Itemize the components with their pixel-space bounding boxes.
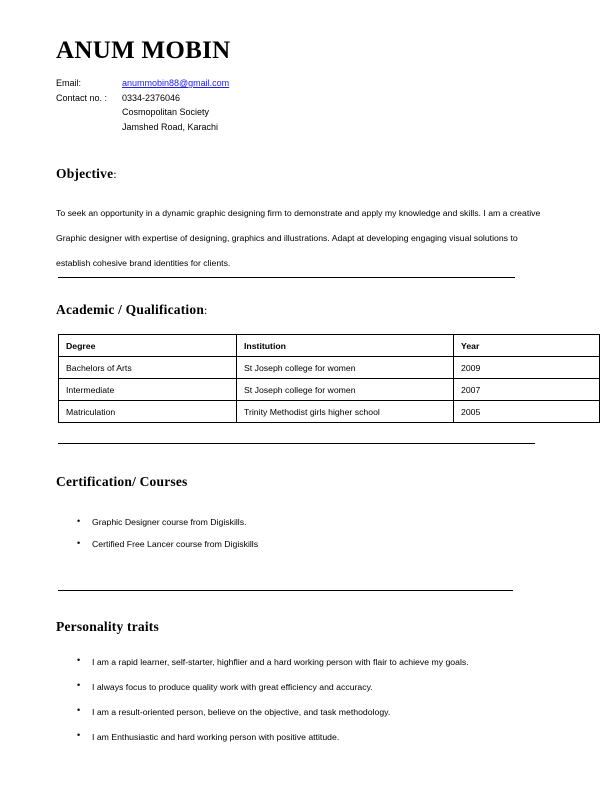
academic-heading-text: Academic / Qualification [56,302,205,317]
list-item-label: Graphic Designer course from Digiskills. [92,517,247,527]
divider-after-certification [58,590,513,591]
list-item [56,511,258,533]
table-cell-year: 2005 [454,401,600,423]
contact-row-address-1 [56,105,229,120]
certification-heading-text: Certification/ Courses [56,474,188,489]
contact-row-email [56,76,229,91]
section-heading-academic [56,303,208,317]
email-link[interactable]: anummobin88@gmail.com [122,78,230,88]
table-header-degree: Degree [59,335,237,357]
list-item [56,700,469,725]
list-item-label: I am Enthusiastic and hard working person with positive attitude. [92,732,340,742]
list-item [56,675,469,700]
table-cell-degree: Matriculation [59,401,237,423]
address-line-2: Jamshed Road, Karachi [122,121,219,132]
list-item-label: Certified Free Lancer course from Digiskills [92,539,259,549]
bullet-icon: • [77,655,81,665]
personality-heading-text: Personality traits [56,619,159,634]
education-table [58,334,600,423]
table-cell-year: 2007 [454,379,600,401]
section-heading-personality [56,620,159,634]
list-item [56,533,258,555]
table-cell-year: 2009 [454,357,600,379]
bullet-icon: • [77,730,81,740]
table-row [59,401,600,423]
table-cell-institution: St Joseph college for women [237,357,454,379]
contact-details [56,76,229,134]
certification-list [56,511,258,555]
table-row [59,379,600,401]
table-row [59,357,600,379]
academic-heading-colon: : [204,303,208,317]
list-item [56,650,469,675]
bullet-icon: • [77,538,81,548]
address-line-1: Cosmopolitan Society [122,107,210,117]
phone-label: Contact no. : [56,92,108,103]
list-item [56,725,469,750]
list-item-label: I am a result-oriented person, believe on the objective, and task methodology. [92,707,391,717]
divider-after-academic [58,443,535,444]
bullet-icon: • [77,516,81,526]
divider-after-objective [58,277,515,278]
list-item-label: I am a rapid learner, self-starter, highflier and a hard working person with flair to achieve my goals. [92,657,469,667]
bullet-icon: • [77,680,81,690]
list-item-label: I always focus to produce quality work with great efficiency and accuracy. [92,682,373,692]
contact-row-address-2 [56,120,229,135]
bullet-icon: • [77,705,81,715]
objective-heading-colon: : [113,167,117,181]
table-header-institution: Institution [237,335,454,357]
page-title: ANUM MOBIN [56,37,231,64]
section-heading-objective [56,167,117,181]
table-cell-institution: St Joseph college for women [237,379,454,401]
phone-value: 0334-2376046 [122,92,181,103]
table-header-row [59,335,600,357]
table-cell-degree: Intermediate [59,379,237,401]
section-heading-certification [56,475,188,489]
personality-list [56,650,469,750]
contact-row-phone [56,91,229,106]
table-cell-institution: Trinity Methodist girls higher school [237,401,454,423]
table-header-year: Year [454,335,600,357]
objective-paragraph: To seek an opportunity in a dynamic graphic designing firm to demonstrate and apply my knowledge and skills. I am a creative Graphic designer with expertise of designing, graphics and illustrations. Adapt at developing engaging visual solutions to establish cohesive brand identities for clients. [56,208,541,268]
table-cell-degree: Bachelors of Arts [59,357,237,379]
objective-heading-text: Objective [56,166,114,181]
email-label: Email: [56,78,82,88]
